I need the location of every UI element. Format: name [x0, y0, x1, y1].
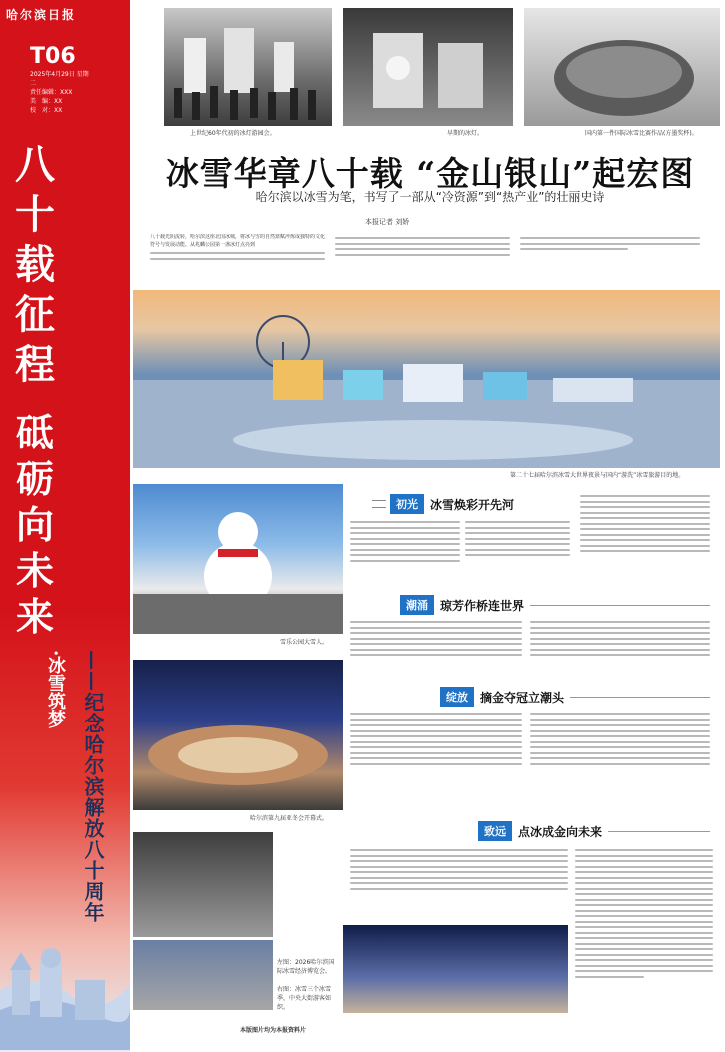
text-line	[520, 237, 700, 239]
text-line	[530, 643, 710, 645]
text-line	[350, 719, 522, 721]
text-line	[350, 654, 522, 656]
caption-photo-2: 早期的冰灯。	[447, 130, 484, 137]
section-title: 点冰成金向未来	[518, 824, 603, 839]
banner-char: 向	[15, 502, 54, 547]
text-line	[530, 719, 710, 721]
text-line	[350, 855, 568, 857]
text-line	[530, 632, 710, 634]
text-line	[575, 899, 713, 901]
text-line	[335, 243, 510, 245]
text-line	[150, 252, 325, 254]
section-2-column-2	[530, 618, 710, 688]
text-line	[575, 965, 713, 967]
section-tag: 致远	[478, 821, 512, 841]
text-line	[350, 746, 522, 748]
banner-char: 砺	[15, 456, 54, 501]
banner-main	[4, 140, 70, 390]
section-divider	[570, 697, 710, 698]
text-line	[580, 550, 710, 552]
section-3-column-1	[350, 710, 522, 810]
text-line	[350, 741, 522, 743]
banner-subtitle: ——纪念哈尔滨解放八十周年	[81, 650, 105, 923]
photo-central-street	[343, 925, 568, 1013]
text-line	[530, 638, 710, 640]
text-line	[465, 527, 570, 529]
masthead: 哈尔滨日报	[6, 8, 77, 22]
text-line	[575, 932, 713, 934]
text-line	[335, 254, 510, 256]
text-line	[465, 554, 570, 556]
text-line	[350, 730, 522, 732]
intro-column-1	[150, 234, 325, 276]
section-1-column-2	[465, 518, 570, 598]
banner-char: 十	[15, 191, 55, 238]
text-line	[530, 735, 710, 737]
text-line	[575, 860, 713, 862]
section-divider	[372, 500, 386, 508]
text-line	[575, 926, 713, 928]
section-4-column-2	[575, 846, 713, 1041]
photo-figures	[164, 8, 332, 126]
banner-second	[4, 410, 70, 640]
text-line	[580, 495, 710, 497]
text-line	[350, 538, 460, 540]
page-meta-line: 美 编：XX	[30, 98, 63, 105]
photo-sculpture-shape	[524, 8, 720, 126]
text-line	[350, 866, 568, 868]
banner-tail: ·冰雪筑梦	[45, 650, 66, 729]
banner-char: 程	[15, 341, 55, 388]
deck: 哈尔滨以冰雪为笔，书写了一部从“冷资源”到“热产业”的壮丽史诗	[255, 190, 605, 204]
section-divider	[530, 605, 710, 606]
text-line	[350, 849, 568, 851]
text-line	[350, 560, 460, 562]
text-line	[335, 237, 510, 239]
text-line	[580, 517, 710, 519]
text-line	[575, 888, 713, 890]
footer-photo-credit: 本版图片均为本报资料片	[240, 1027, 307, 1034]
text-line	[520, 248, 628, 250]
photo-early-ice-lantern	[343, 8, 513, 126]
text-line	[150, 258, 325, 260]
text-line	[520, 243, 700, 245]
text-line	[530, 649, 710, 651]
text-line	[350, 532, 460, 534]
section-tag: 潮涌	[400, 595, 434, 615]
text-line	[530, 757, 710, 759]
photo-asian-winter-games-ceremony	[133, 660, 343, 810]
banner-char: 征	[15, 291, 55, 338]
text-line	[530, 741, 710, 743]
text-line	[350, 713, 522, 715]
text-line	[350, 877, 568, 879]
section-2-column-1	[350, 618, 522, 688]
text-line	[465, 532, 570, 534]
text-line	[350, 757, 522, 759]
text-line	[575, 970, 713, 972]
photo-ice-snow-world-panorama	[133, 290, 720, 468]
text-line	[465, 538, 570, 540]
banner-char: 载	[15, 241, 55, 288]
section-header-2	[400, 596, 710, 614]
text-line	[350, 632, 522, 634]
text-line	[580, 523, 710, 525]
text-line	[580, 539, 710, 541]
text-line	[580, 501, 710, 503]
text-line	[575, 855, 713, 857]
section-divider	[608, 831, 710, 832]
text-line	[465, 543, 570, 545]
text-line	[350, 543, 460, 545]
text-line	[575, 959, 713, 961]
panorama-scene	[133, 290, 720, 468]
banner-char: 未	[15, 548, 54, 593]
headline: 冰雪华章八十载 “金山银山”起宏图	[165, 154, 695, 193]
text-line	[580, 545, 710, 547]
text-line	[575, 937, 713, 939]
text-line	[465, 521, 570, 523]
text-line	[350, 735, 522, 737]
banner-char: 来	[15, 594, 54, 639]
section-3-column-2	[530, 710, 710, 810]
text-line	[575, 904, 713, 906]
page-meta	[30, 70, 90, 120]
byline: 本报记者 刘娇	[365, 218, 410, 226]
text-line	[350, 521, 460, 523]
text-line	[575, 849, 713, 851]
text-line	[575, 866, 713, 868]
text-line	[350, 621, 522, 623]
banner-char: 八	[15, 141, 55, 188]
text-line	[575, 915, 713, 917]
text-line	[575, 954, 713, 956]
text-line	[580, 528, 710, 530]
text-line	[350, 888, 568, 890]
text-line	[575, 893, 713, 895]
text-line	[580, 506, 710, 508]
section-1-column-1	[350, 518, 460, 598]
text-line	[350, 724, 522, 726]
text-line	[530, 654, 710, 656]
text-line	[335, 248, 510, 250]
text-line	[530, 730, 710, 732]
intro-column-3	[520, 234, 700, 276]
text-line	[350, 638, 522, 640]
page-meta-line: 责任编辑：XXX	[30, 89, 73, 96]
banner-char: 砥	[15, 410, 54, 455]
text-line	[350, 649, 522, 651]
text-line	[350, 752, 522, 754]
section-tag: 初光	[390, 494, 424, 514]
text-line	[575, 948, 713, 950]
section-title: 摘金夺冠立潮头	[480, 690, 565, 705]
photo-expo-crowd	[133, 940, 273, 1010]
intro-column-2	[335, 234, 510, 276]
text-line	[350, 643, 522, 645]
section-header-4	[478, 822, 710, 840]
snowman-figure	[133, 484, 343, 634]
text-line	[575, 871, 713, 873]
text-line	[350, 860, 568, 862]
text-line	[465, 549, 570, 551]
text-line	[580, 534, 710, 536]
intro-text: 八十载光阴流转，哈尔滨这座北国冰城，将冰与雪的自然禀赋淬炼成独特的文化符号与发展动能。从兆麟公园第一盏冰灯点亮到	[150, 234, 325, 248]
section-title: 冰雪焕彩开先河	[430, 497, 515, 512]
text-line	[350, 554, 460, 556]
text-line	[530, 763, 710, 765]
text-line	[575, 910, 713, 912]
section-header-3	[440, 688, 710, 706]
section-4-column-1	[350, 846, 568, 922]
text-line	[530, 627, 710, 629]
photo-ice-lantern-fair	[164, 8, 332, 126]
text-line	[530, 713, 710, 715]
text-line	[350, 549, 460, 551]
ceremony-lights	[133, 660, 343, 810]
panorama-caption: 第二十七届哈尔滨冰雪大世界夜景与国内“游洗”冰雪旅游目的地。	[510, 472, 685, 479]
text-line	[530, 621, 710, 623]
text-line	[350, 627, 522, 629]
decorative-building-art	[0, 900, 130, 1050]
text-line	[350, 527, 460, 529]
caption-bottom-left-1: 左图：2026哈尔滨国际冰雪经济博览会。	[277, 959, 335, 975]
text-line	[575, 921, 713, 923]
text-line	[575, 877, 713, 879]
caption-photo-1: 上世纪60年代初的冰灯游园会。	[190, 130, 276, 137]
photo-snowman	[133, 484, 343, 634]
section-header-1	[372, 495, 572, 513]
text-line	[575, 882, 713, 884]
text-line	[350, 882, 568, 884]
text-line	[530, 752, 710, 754]
text-line	[580, 512, 710, 514]
text-line	[575, 943, 713, 945]
section-1-column-3	[580, 492, 710, 600]
caption-snowman: 雪乐公园大雪人。	[280, 639, 329, 646]
photo-snow-sculpture	[524, 8, 720, 126]
caption-ceremony: 哈尔滨第九届亚冬会开幕式。	[250, 815, 329, 822]
page-number: T06	[30, 44, 76, 69]
page-meta-line: 2025年4月29日 星期二	[30, 71, 89, 87]
section-title: 琼芳作桥连世界	[440, 598, 525, 613]
text-line	[350, 871, 568, 873]
text-line	[350, 763, 522, 765]
caption-bottom-left-2: 右图：冰雪三个冰雪季，中央大街游客如织。	[277, 986, 332, 1011]
caption-photo-3: 国内第一件国际冰雪比赛作品(方墨奖杯)。	[585, 130, 698, 137]
page-meta-line: 校 对：XX	[30, 107, 63, 114]
text-line	[530, 724, 710, 726]
text-line	[530, 746, 710, 748]
text-line	[575, 976, 644, 978]
photo-ice-blocks	[343, 8, 513, 126]
photo-ice-snow-expo	[133, 832, 273, 937]
section-tag: 绽放	[440, 687, 474, 707]
